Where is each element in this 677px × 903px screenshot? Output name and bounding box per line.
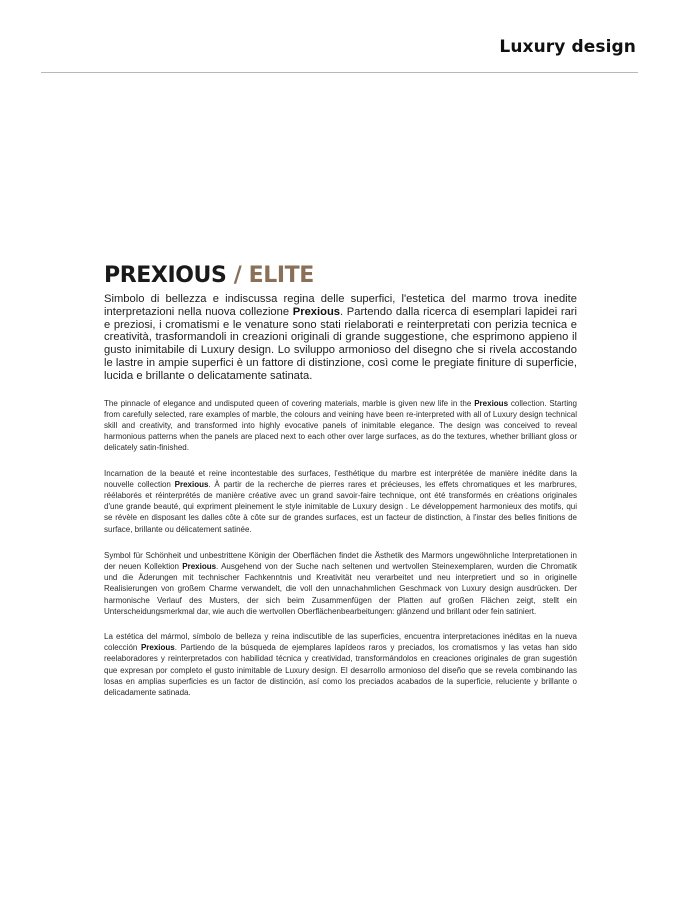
collection-description (104, 262, 577, 698)
brand-header: Luxury design (499, 37, 636, 57)
collection-title (104, 262, 577, 290)
paragraph-italian (104, 293, 577, 383)
paragraph-german (104, 550, 577, 617)
header-divider (41, 72, 638, 73)
paragraph-italian-text-start: Simbolo di bellezza e indiscussa regina delle superfici, l'estetica del marmo trova inedite interpretazioni nella nuova collezione (104, 293, 577, 318)
paragraph-italian-text-end: . Partendo dalla ricerca di esemplari lapidei rari e preziosi, i cromatismi e le venature sono stati rielaborati e reinterpretati con perizia tecnica e creatività, trasformandoli in creazioni originali di grande suggestione, che esprimono appieno il gusto inimitabile di Luxury design. Lo sviluppo armonioso del disegno che si rivela accostando le lastre in ampie superfici è un fattore di distinzione, così come le pregiate finiture di superficie, lucida e brillante o delicatamente satinata. (104, 305, 577, 382)
paragraph-german-text-end: . Ausgehend von der Suche nach seltenen und wertvollen Steinexemplaren, wurden die Chromatik und die Äderungen mit technischer Fachkenntnis und Kreativität neu verarbeitet und neu interpretiert und so in originelle Realisierungen von großem Charme verwandelt, die voll den unnachahmlichen Geschmack von Luxury design ausdrücken. Der harmonische Verlauf des Musters, der sich beim Zusammenfügen der Platten auf großen Flächen zeigt, stellt ein Unterscheidungsmerkmal dar, wie auch die wertvollen Oberflächenbearbeitungen: glänzend und brillant oder fein satiniert. (104, 562, 577, 616)
paragraph-french (104, 468, 577, 535)
brand-highlight: Prexious (174, 479, 209, 489)
brand-highlight: Prexious (292, 305, 341, 318)
paragraph-french-text-end: . À partir de la recherche de pierres rares et précieuses, les effets chromatiques et les marbrures, réélaborés et réinterprétés de manière créative avec un grand savoir-faire technique, ont été transformés en créations originales d'une grande beauté, qui expriment pleinement le style inimitable de Luxury design . Le développement harmonieux des motifs, qui se révèle en disposant les dalles côte à côte sur de grandes surfaces, est un facteur de distinction, à l'instar des belles finitions de surface, brillante ou délicatement satinée. (104, 479, 577, 534)
brand-highlight: Prexious (182, 562, 217, 572)
paragraph-english (104, 398, 577, 454)
collection-subtitle: ELITE (248, 263, 314, 288)
brand-highlight: Prexious (474, 398, 509, 408)
title-separator: / (233, 263, 242, 288)
paragraph-german-text-start: Symbol für Schönheit und unbestrittene Königin der Oberflächen findet die Ästhetik des Marmors ungewöhnliche Interpretationen in der neuen Kollektion (104, 550, 577, 572)
paragraph-french-text-start: Incarnation de la beauté et reine incontestable des surfaces, l'esthétique du marbre est interprétée de manière inédite dans la nouvelle collection (104, 468, 577, 489)
paragraph-spanish-text-end: . Partiendo de la búsqueda de ejemplares lapídeos raros y preciados, los cromatismos y las vetas han sido reelaboradores y reinterpretados con habilidad técnica y creatividad, transformándolos en creaciones originales de gran sugestión que expresan por completo el gusto inimitable de Luxury design. El desarrollo armonioso del diseño que se revela combinando las losas en amplias superficies es un factor de distinción, así como los preciados acabados de la superficie, reluciente y brillante o delicadamente satinada. (104, 643, 577, 698)
paragraph-english-text-start: The pinnacle of elegance and undisputed queen of covering materials, marble is given new life in the (104, 398, 475, 408)
paragraph-spanish (104, 631, 577, 698)
brand-highlight: Prexious (140, 643, 175, 653)
paragraph-english-text-end: collection. Starting from carefully selected, rare examples of marble, the colours and veining have been re-interpreted with all of Luxury design technical skill and creativity, and transformed into highly evocative panels of inimitable elegance. The design was conceived to reveal harmonious patterns when the panels are placed next to each other over large surfaces, as do the textures, whether brilliant gloss or delicately satin-finished. (104, 398, 577, 453)
paragraph-spanish-text-start: La estética del mármol, símbolo de belleza y reina indiscutible de las superficies, encuentra interpretaciones inéditas en la nueva colección (104, 632, 577, 653)
collection-name: PREXIOUS (104, 263, 227, 288)
